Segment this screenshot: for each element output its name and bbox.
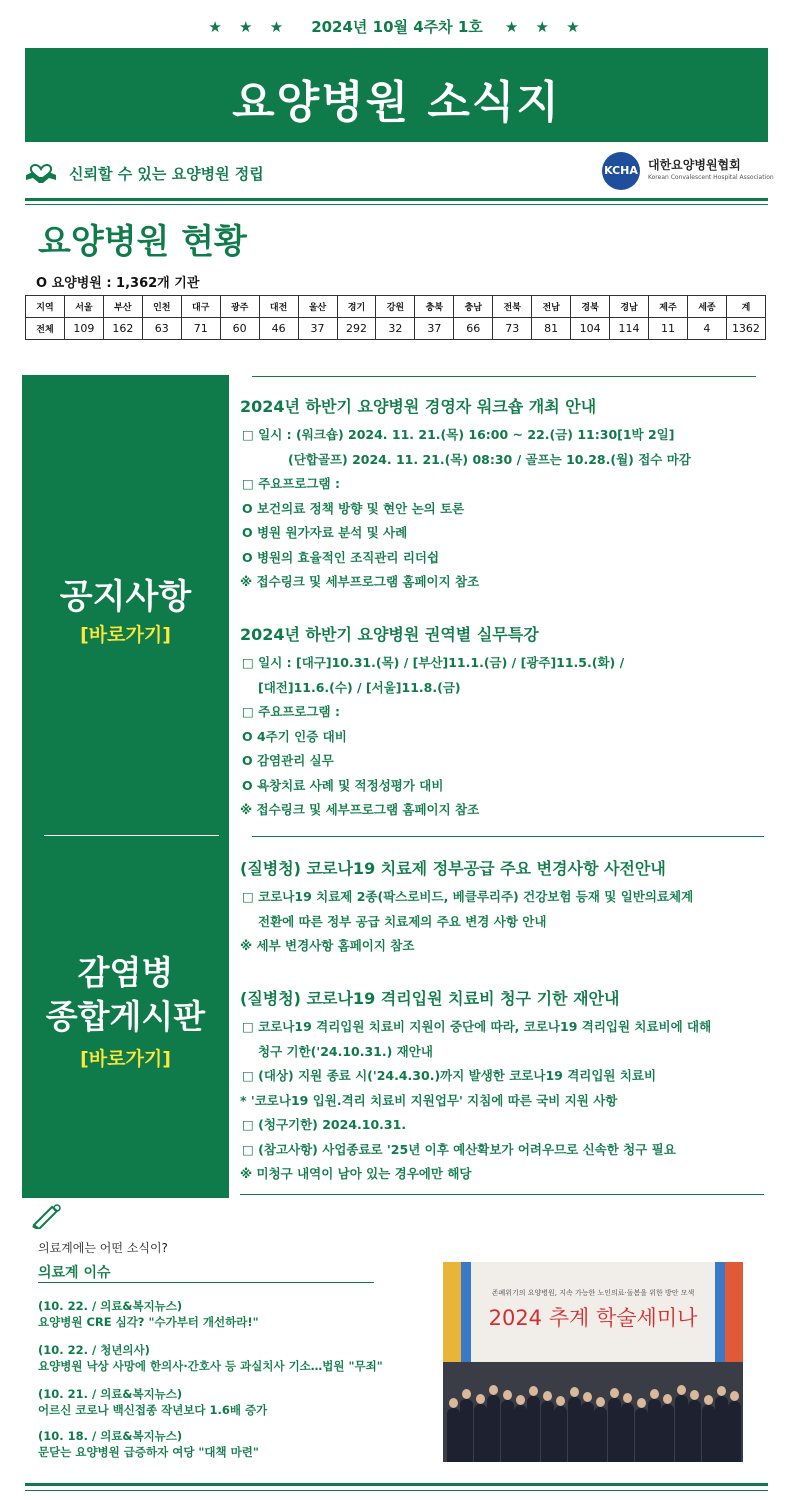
region-header: 대구 [181, 296, 220, 318]
person-figure [487, 1395, 500, 1462]
newsletter-title: 요양병원 소식지 [232, 77, 561, 128]
divider [38, 1282, 374, 1283]
person-figure [527, 1396, 540, 1462]
region-count: 37 [415, 318, 454, 340]
divider [25, 204, 768, 205]
hospital-count: O 요양병원 : 1,362개 기관 [36, 276, 200, 291]
person-figure [474, 1404, 487, 1462]
person-figure [621, 1403, 634, 1462]
region-count: 46 [259, 318, 298, 340]
region-header: 충북 [415, 296, 454, 318]
infection-claim [240, 986, 775, 1187]
region-count: 109 [64, 318, 103, 340]
notice-line: □ 일시 : [대구]10.31.(목) / [부산]11.1.(금) / [광주]11.5.(화) / [242, 655, 625, 670]
news-item[interactable] [38, 1298, 438, 1330]
infection-line: □ 코로나19 격리입원 치료비 지원이 중단에 따라, 코로나19 격리입원 치료비에 대해 [242, 1019, 712, 1034]
region-header: 계 [726, 296, 765, 318]
seminar-photo [443, 1262, 743, 1462]
region-count: 114 [610, 318, 649, 340]
title-band [25, 48, 768, 142]
notice-workshop [240, 394, 775, 595]
person-head [556, 1396, 565, 1406]
region-count: 81 [532, 318, 571, 340]
news-headline: 요양병원 낙상 사망에 한의사·간호사 등 과실치사 기소…법원 "무죄" [38, 1359, 383, 1373]
region-header: 충남 [454, 296, 493, 318]
person-figure [648, 1399, 661, 1462]
region-count: 104 [571, 318, 610, 340]
notice-line: (단합골프) 2024. 11. 21.(목) 08:30 / 골프는 10.28.(월) 접수 마감 [288, 451, 691, 467]
notice-line: O 병원의 효율적인 조직관리 리더쉽 [242, 549, 440, 565]
row-label: 전체 [26, 318, 65, 340]
notice-link[interactable]: [바로가기] [80, 624, 171, 646]
notice-lecture [240, 622, 775, 823]
notice-line: [대전]11.6.(수) / [서울]11.8.(금) [258, 679, 461, 695]
notice-line: O 4주기 인증 대비 [242, 728, 347, 744]
issue-line [0, 16, 794, 37]
seminar-subcaption: 존폐위기의 요양병원, 지속 가능한 노인의료·돌봄을 위한 방안 모색 [491, 1289, 695, 1297]
panel-divider [44, 835, 219, 836]
region-count: 71 [181, 318, 220, 340]
notice-line: O 병원 원가자료 분석 및 사례 [242, 525, 408, 540]
left-panel [22, 375, 229, 1198]
news-headline: 문닫는 요양병원 급증하자 여당 "대책 마련" [38, 1445, 259, 1459]
news-source: (10. 18. / 의료&복지뉴스) [38, 1429, 183, 1443]
region-header: 서울 [64, 296, 103, 318]
person-figure [514, 1405, 527, 1462]
news-source: (10. 22. / 청년의사) [38, 1343, 150, 1357]
region-count: 66 [454, 318, 493, 340]
infection-line: * '코로나19 입원.격리 치료비 지원업무' 지침에 따른 국비 지원 사항 [240, 1092, 618, 1108]
divider [25, 198, 768, 201]
person-head [663, 1394, 672, 1404]
notice-line: □ 주요프로그램 : [242, 476, 340, 491]
region-count: 60 [220, 318, 259, 340]
person-head [650, 1389, 659, 1399]
region-count: 1362 [726, 318, 765, 340]
region-header: 광주 [220, 296, 259, 318]
infection-treatment [240, 856, 775, 959]
notice-line: O 욕창치료 사례 및 적정성평가 대비 [242, 777, 444, 793]
person-head [529, 1386, 538, 1396]
person-figure [728, 1401, 741, 1462]
person-head [462, 1389, 471, 1399]
person-head [476, 1394, 485, 1404]
region-header: 강원 [376, 296, 415, 318]
infection-heading-line2: 종합게시판 [45, 997, 206, 1036]
person-head [543, 1391, 552, 1401]
person-figure [702, 1405, 715, 1462]
person-figure [635, 1408, 648, 1462]
person-head [583, 1392, 592, 1402]
issue-number: 2024년 10월 4주차 1호 [311, 18, 483, 36]
person-head [730, 1391, 739, 1401]
region-count: 73 [493, 318, 532, 340]
person-figure [460, 1399, 473, 1462]
person-head [489, 1385, 498, 1395]
region-count: 32 [376, 318, 415, 340]
person-figure [715, 1396, 728, 1462]
divider [25, 1490, 768, 1491]
table-row [26, 318, 766, 340]
region-count: 292 [337, 318, 376, 340]
infection-line: ※ 세부 변경사항 홈페이지 참조 [240, 938, 415, 953]
person-figure [447, 1408, 460, 1462]
infection-title: (질병청) 코로나19 치료제 정부공급 주요 변경사항 사전안내 [240, 859, 666, 878]
region-count: 37 [298, 318, 337, 340]
person-head [637, 1398, 646, 1408]
handshake-heart-icon [25, 160, 57, 186]
person-head [449, 1398, 458, 1408]
region-header-label: 지역 [26, 296, 65, 318]
notice-line: □ 주요프로그램 : [242, 704, 340, 719]
person-head [503, 1390, 512, 1400]
infection-line: 청구 기한('24.10.31.) 재안내 [258, 1043, 433, 1059]
person-figure [594, 1407, 607, 1462]
news-item[interactable] [38, 1428, 438, 1460]
person-figure [661, 1404, 674, 1462]
region-header: 경남 [610, 296, 649, 318]
divider [252, 376, 756, 377]
person-figure [568, 1397, 581, 1462]
region-header: 전남 [532, 296, 571, 318]
infection-line: □ (청구기한) 2024.10.31. [242, 1117, 407, 1132]
notice-title: 2024년 하반기 요양병원 권역별 실무특강 [240, 625, 539, 644]
region-header: 대전 [259, 296, 298, 318]
person-head [516, 1395, 525, 1405]
infection-line: □ 코로나19 치료제 2종(팍스로비드, 베클루리주) 건강보험 등재 및 일반의료체계 [242, 889, 694, 904]
group-of-people [443, 1362, 743, 1462]
person-figure [688, 1400, 701, 1462]
person-head [704, 1395, 713, 1405]
news-headline: 어르신 코로나 백신접종 작년보다 1.6배 증가 [38, 1403, 268, 1417]
table-header-row [26, 296, 766, 318]
person-head [570, 1387, 579, 1397]
person-figure [675, 1395, 688, 1462]
seminar-banner [443, 1262, 743, 1372]
region-header: 경기 [337, 296, 376, 318]
region-count: 4 [687, 318, 726, 340]
news-source: (10. 22. / 의료&복지뉴스) [38, 1299, 183, 1313]
region-header: 제주 [649, 296, 688, 318]
person-figure [581, 1402, 594, 1462]
person-head [677, 1385, 686, 1395]
person-head [690, 1390, 699, 1400]
notice-line: O 보건의료 정책 방향 및 현안 논의 토론 [242, 500, 465, 516]
notice-line: ※ 접수링크 및 세부프로그램 홈페이지 참조 [240, 802, 480, 817]
notice-line: O 감염관리 실무 [242, 753, 334, 768]
person-head [717, 1386, 726, 1396]
news-item[interactable] [38, 1386, 438, 1418]
stars-right: ★ ★ ★ [504, 18, 586, 36]
association-logo[interactable] [598, 150, 774, 194]
news-source: (10. 21. / 의료&복지뉴스) [38, 1387, 183, 1401]
infection-line: □ (대상) 지원 종료 시('24.4.30.)까지 발생한 코로나19 격리입원 치료비 [242, 1068, 657, 1083]
seminar-caption: 2024 추계 학술세미나 [488, 1306, 698, 1330]
infection-line: ※ 미청구 내역이 남아 있는 경우에만 해당 [240, 1166, 472, 1181]
news-item[interactable] [38, 1342, 438, 1374]
region-table [25, 295, 766, 340]
news-title: 의료계 이슈 [38, 1265, 111, 1281]
pen-writing-icon [30, 1203, 64, 1229]
association-name: 대한요양병원협회 [648, 158, 741, 172]
person-head [623, 1393, 632, 1403]
person-head [610, 1388, 619, 1398]
region-header: 경북 [571, 296, 610, 318]
infection-heading-line1: 감염병 [77, 953, 174, 992]
region-header: 부산 [103, 296, 142, 318]
person-figure [501, 1400, 514, 1462]
stars-left: ★ ★ ★ [208, 18, 290, 36]
region-header: 울산 [298, 296, 337, 318]
status-title: 요양병원 현황 [38, 222, 247, 262]
notice-line: ※ 접수링크 및 세부프로그램 홈페이지 참조 [240, 574, 480, 589]
divider [240, 1194, 764, 1195]
person-figure [554, 1406, 567, 1462]
region-header: 인천 [142, 296, 181, 318]
notice-line: □ 일시 : (워크숍) 2024. 11. 21.(목) 16:00 ~ 22.(금) 11:30[1박 2일] [242, 427, 675, 442]
region-header: 세종 [687, 296, 726, 318]
person-figure [608, 1398, 621, 1462]
slogan-row [25, 150, 774, 198]
person-figure [541, 1401, 554, 1462]
infection-link[interactable]: [바로가기] [80, 1048, 171, 1070]
infection-title: (질병청) 코로나19 격리입원 치료비 청구 기한 재안내 [240, 989, 620, 1008]
person-head [596, 1397, 605, 1407]
kcha-logo-icon: KCHA [602, 152, 640, 190]
infection-line: □ (참고사항) 사업종료로 '25년 이후 예산확보가 어려우므로 신속한 청구 필요 [242, 1141, 676, 1157]
divider [252, 836, 764, 837]
region-count: 162 [103, 318, 142, 340]
news-subtitle: 의료계에는 어떤 소식이? [38, 1241, 168, 1255]
notice-title: 2024년 하반기 요양병원 경영자 워크숍 개최 안내 [240, 397, 597, 416]
news-headline: 요양병원 CRE 심각? "수가부터 개선하라!" [38, 1315, 259, 1329]
region-count: 11 [649, 318, 688, 340]
divider [25, 1483, 768, 1486]
notice-heading: 공지사항 [59, 577, 192, 617]
association-name-en: Korean Convalescent Hospital Association [648, 174, 774, 181]
slogan: 신뢰할 수 있는 요양병원 정립 [69, 165, 264, 183]
infection-line: 전환에 따른 정부 공급 치료제의 주요 변경 사항 안내 [258, 913, 547, 929]
region-count: 63 [142, 318, 181, 340]
region-header: 전북 [493, 296, 532, 318]
